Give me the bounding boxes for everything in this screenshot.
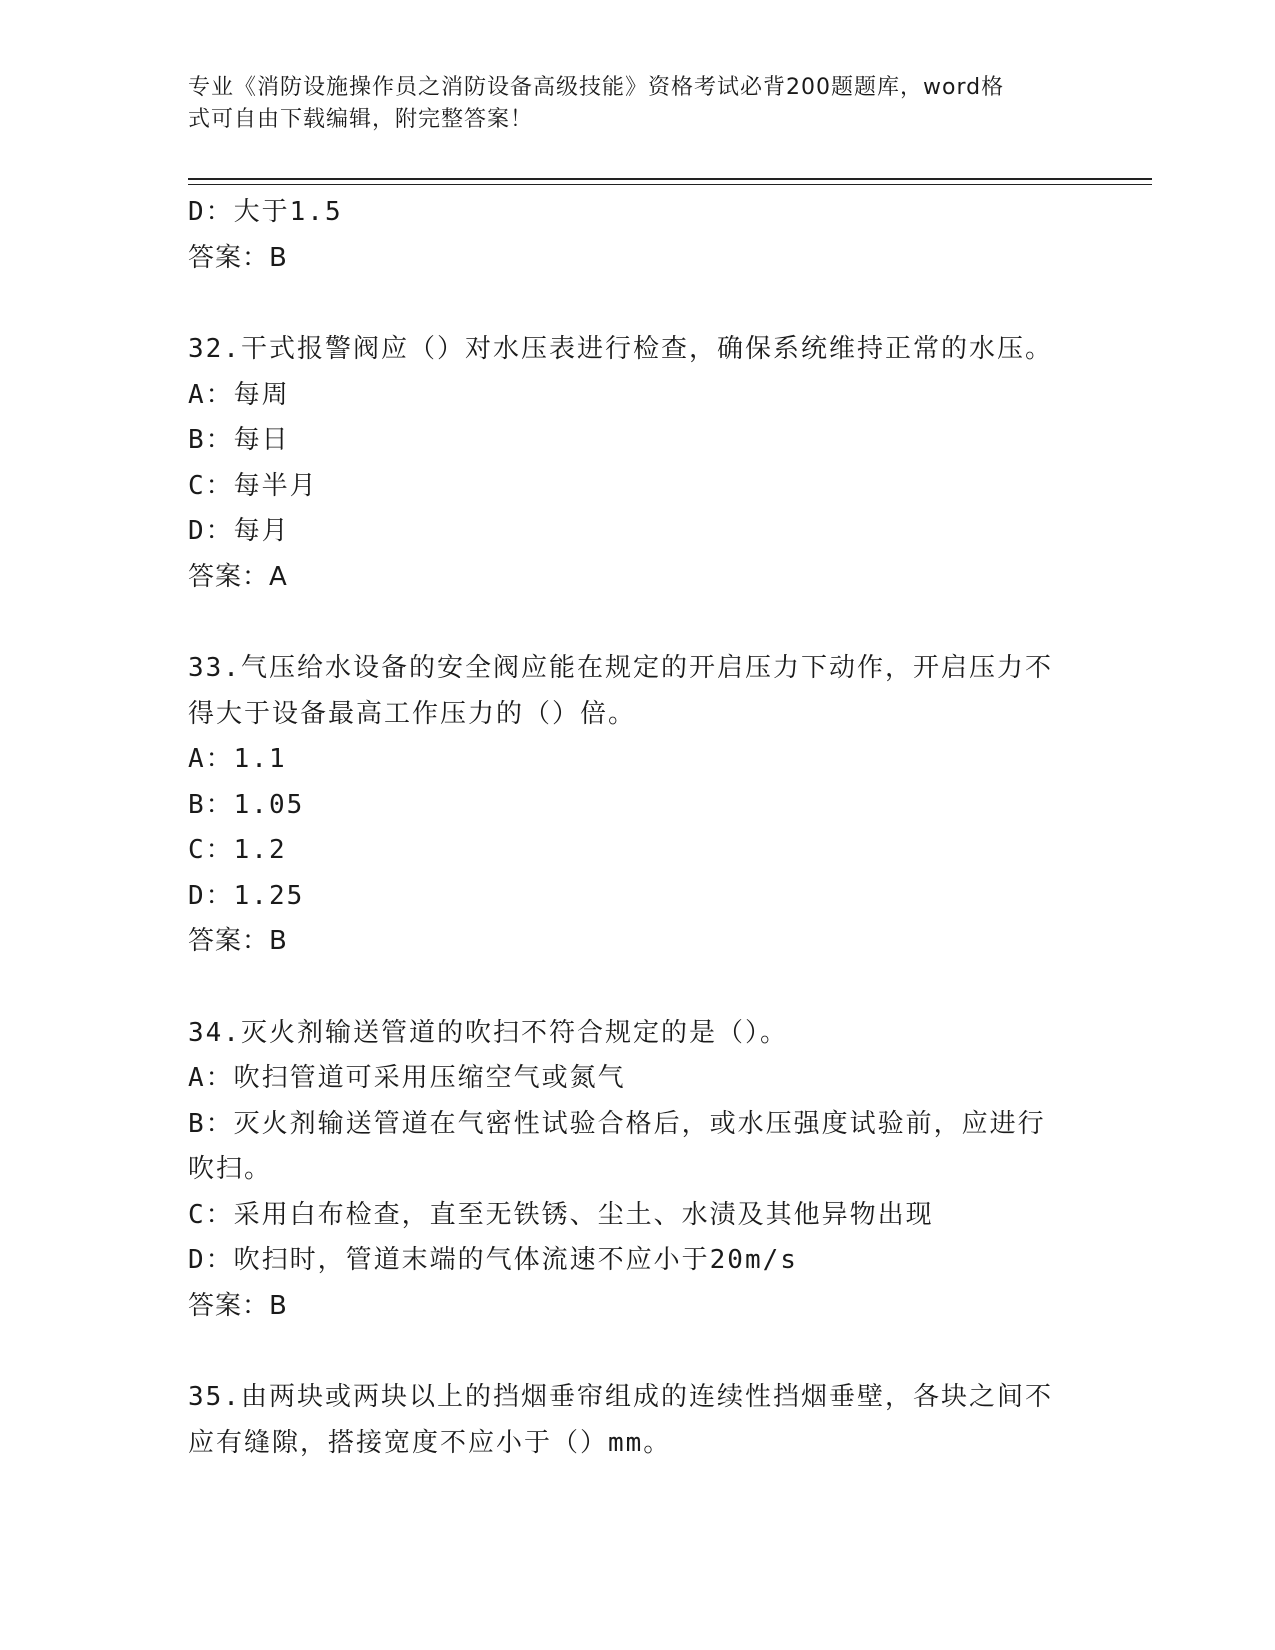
option-b-continued: 吹扫。 xyxy=(188,1154,273,1184)
header-line-1: 专业《消防设施操作员之消防设备高级技能》资格考试必背200题题库，word格 xyxy=(188,75,1005,100)
question-32 xyxy=(188,327,1088,600)
answer-line: 答案：B xyxy=(188,1290,288,1321)
option-c: C：采用白布检查，直至无铁锈、尘土、水渍及其他异物出现 xyxy=(188,1199,934,1230)
header-divider-thick xyxy=(188,178,1152,180)
carryover-option-d: D：大于1.5 xyxy=(188,197,343,227)
header-divider-thin xyxy=(188,184,1152,185)
option-a: A：每周 xyxy=(188,379,290,410)
question-35 xyxy=(188,1375,1088,1466)
carryover-answer: 答案：B xyxy=(188,242,288,273)
page-header xyxy=(188,72,1078,136)
option-b: B：每日 xyxy=(188,425,290,455)
answer-line: 答案：A xyxy=(188,561,288,592)
question-stem: 34.灭火剂输送管道的吹扫不符合规定的是（）。 xyxy=(188,1017,788,1048)
option-b: B：灭火剂输送管道在气密性试验合格后，或水压强度试验前，应进行 xyxy=(188,1108,1046,1139)
question-stem: 32.干式报警阀应（）对水压表进行检查，确保系统维持正常的水压。 xyxy=(188,334,1053,364)
option-d: D：1.25 xyxy=(188,880,305,911)
option-a: A：1.1 xyxy=(188,744,287,774)
question-stem: 35.由两块或两块以上的挡烟垂帘组成的连续性挡烟垂壁，各块之间不 xyxy=(188,1382,1053,1412)
question-34 xyxy=(188,1011,1088,1330)
question-gap xyxy=(188,1329,1088,1375)
option-d: D：吹扫时，管道末端的气体流速不应小于20m/s xyxy=(188,1245,798,1275)
option-c: C：每半月 xyxy=(188,470,318,501)
header-line-2: 式可自由下载编辑，附完整答案！ xyxy=(188,107,534,132)
question-content xyxy=(188,190,1088,1466)
question-gap xyxy=(188,281,1088,327)
question-stem-continued: 得大于设备最高工作压力的（）倍。 xyxy=(188,698,637,729)
question-33 xyxy=(188,646,1088,965)
answer-line: 答案：B xyxy=(188,926,288,956)
question-gap xyxy=(188,600,1088,646)
option-a: A：吹扫管道可采用压缩空气或氮气 xyxy=(188,1063,626,1093)
question-gap xyxy=(188,965,1088,1011)
question-stem: 33.气压给水设备的安全阀应能在规定的开启压力下动作，开启压力不 xyxy=(188,653,1053,683)
option-c: C：1.2 xyxy=(188,835,287,865)
question-stem-continued: 应有缝隙，搭接宽度不应小于（）mm。 xyxy=(188,1427,672,1458)
option-d: D：每月 xyxy=(188,516,290,546)
option-b: B：1.05 xyxy=(188,789,305,820)
